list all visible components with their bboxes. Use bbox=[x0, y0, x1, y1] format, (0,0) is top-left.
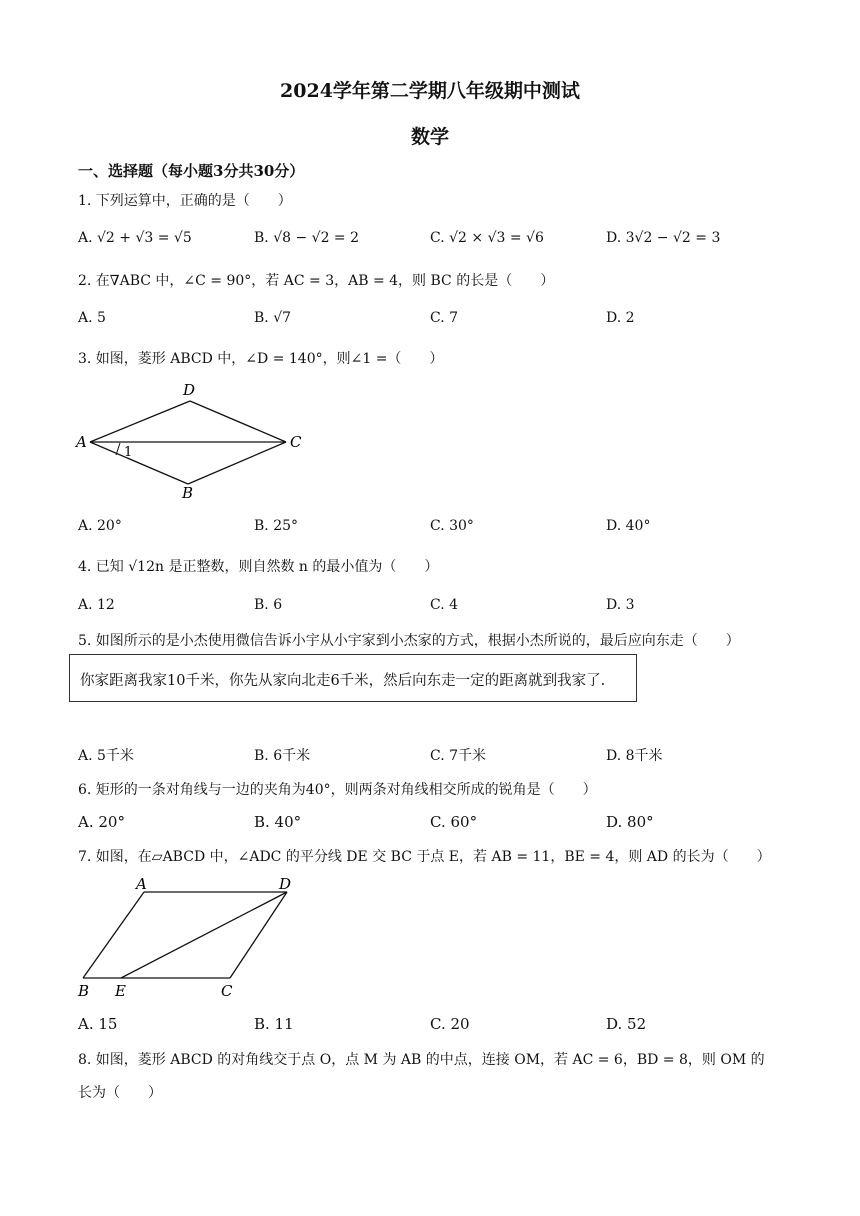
question-1-option-c: C. √2 × √3 = √6 bbox=[430, 230, 544, 246]
section-heading: 一、选择题（每小题3分共30分） bbox=[78, 162, 305, 180]
label-a: A bbox=[136, 875, 147, 893]
wechat-message-text: 你家距离我家10千米，你先从家向北走6千米，然后向东走一定的距离就到我家了. bbox=[80, 673, 606, 689]
question-2-option-c: C. 7 bbox=[430, 310, 459, 326]
question-2-stem: 2. 在∇ABC 中，∠C = 90°，若 AC = 3，AB = 4，则 BC 的长是（ ） bbox=[78, 273, 555, 289]
question-5-stem: 5. 如图所示的是小杰使用微信告诉小宇从小宇家到小杰家的方式，根据小杰所说的，最后应向东走（ ） bbox=[78, 633, 740, 649]
question-1-option-a: A. √2 + √3 = √5 bbox=[78, 230, 192, 246]
question-4-stem: 4. 已知 √12n 是正整数，则自然数 n 的最小值为（ ） bbox=[78, 559, 439, 575]
side-cb bbox=[188, 442, 286, 484]
label-b: B bbox=[78, 982, 90, 1000]
question-6-option-c: C. 60° bbox=[430, 813, 478, 831]
question-7-option-a: A. 15 bbox=[78, 1015, 118, 1033]
question-6-option-b: B. 40° bbox=[254, 813, 302, 831]
question-7-stem: 7. 如图，在▱ABCD 中，∠ADC 的平分线 DE 交 BC 于点 E，若 AB = 11，BE = 4，则 AD 的长为（ ） bbox=[78, 849, 771, 865]
question-2-option-d: D. 2 bbox=[606, 310, 635, 326]
question-2-option-b: B. √7 bbox=[254, 310, 292, 326]
side-ad bbox=[90, 401, 190, 442]
label-b: B bbox=[182, 484, 194, 502]
rhombus-figure bbox=[70, 378, 320, 503]
question-2-option-a: A. 5 bbox=[78, 310, 106, 326]
side-ba bbox=[90, 442, 188, 484]
question-8-stem-line2: 长为（ ） bbox=[78, 1085, 162, 1101]
label-d: D bbox=[279, 875, 292, 893]
segment-de bbox=[121, 892, 287, 978]
question-3-stem: 3. 如图，菱形 ABCD 中，∠D = 140°，则∠1 =（ ） bbox=[78, 351, 444, 367]
side-ba bbox=[83, 892, 144, 978]
question-1-option-b: B. √8 − √2 = 2 bbox=[254, 230, 360, 246]
exam-title: 2024学年第二学期八年级期中测试 bbox=[280, 80, 580, 102]
question-4-option-b: B. 6 bbox=[254, 597, 283, 613]
question-3-option-a: A. 20° bbox=[78, 518, 122, 534]
question-5-option-c: C. 7千米 bbox=[430, 748, 487, 764]
question-3-option-b: B. 25° bbox=[254, 518, 299, 534]
question-8-stem-line1: 8. 如图，菱形 ABCD 的对角线交于点 O，点 M 为 AB 的中点，连接 OM，若 AC = 6，BD = 8，则 OM 的 bbox=[78, 1052, 765, 1068]
question-6-stem: 6. 矩形的一条对角线与一边的夹角为40°，则两条对角线相交所成的锐角是（ ） bbox=[78, 782, 597, 798]
question-4-option-c: C. 4 bbox=[430, 597, 459, 613]
question-5-option-d: D. 8千米 bbox=[606, 748, 663, 764]
parallelogram-figure bbox=[70, 874, 310, 1004]
question-6-option-d: D. 80° bbox=[606, 813, 654, 831]
side-dc bbox=[230, 892, 287, 978]
angle-1-label: 1 bbox=[124, 445, 133, 460]
label-e: E bbox=[115, 982, 126, 1000]
question-7-option-c: C. 20 bbox=[430, 1015, 470, 1033]
question-7-option-d: D. 52 bbox=[606, 1015, 647, 1033]
question-5-option-b: B. 6千米 bbox=[254, 748, 311, 764]
label-a: A bbox=[76, 433, 87, 451]
question-1-stem: 1. 下列运算中，正确的是（ ） bbox=[78, 193, 292, 209]
question-4-option-a: A. 12 bbox=[78, 597, 115, 613]
question-6-option-a: A. 20° bbox=[78, 813, 125, 831]
question-3-option-d: D. 40° bbox=[606, 518, 651, 534]
question-4-option-d: D. 3 bbox=[606, 597, 635, 613]
question-1-option-d: D. 3√2 − √2 = 3 bbox=[606, 230, 721, 246]
label-d: D bbox=[183, 381, 196, 399]
label-c: C bbox=[290, 433, 302, 451]
side-dc bbox=[190, 401, 286, 442]
question-3-option-c: C. 30° bbox=[430, 518, 474, 534]
question-5-option-a: A. 5千米 bbox=[78, 748, 134, 764]
label-c: C bbox=[221, 982, 233, 1000]
question-7-option-b: B. 11 bbox=[254, 1015, 294, 1033]
subject-title: 数学 bbox=[410, 126, 449, 148]
